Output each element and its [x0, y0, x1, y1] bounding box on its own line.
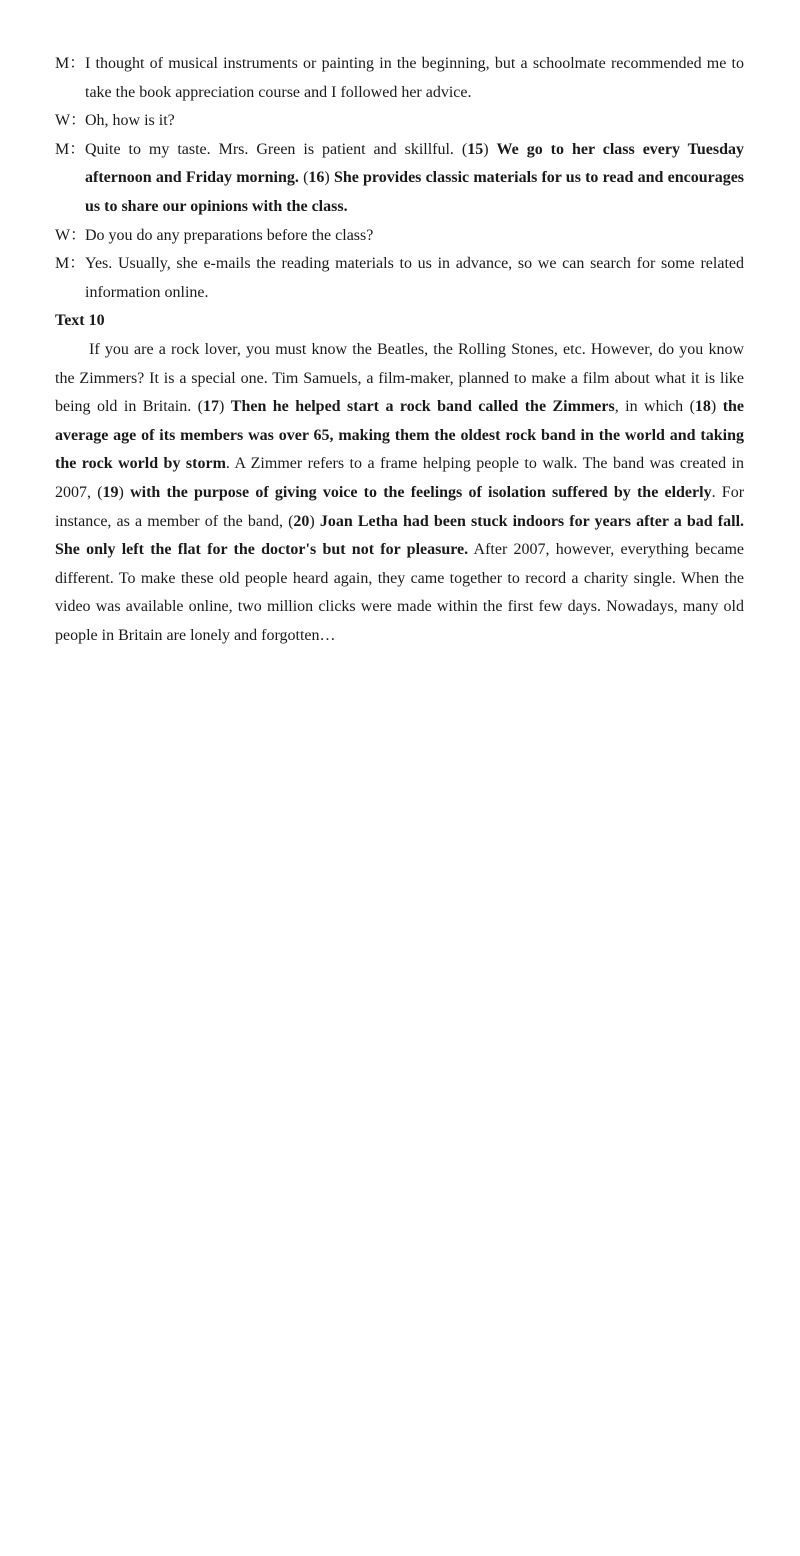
- text-segment: , in which (: [614, 398, 695, 416]
- bold-text-segment: Then he helped start a rock band called the Zimmers: [230, 398, 615, 416]
- text-segment: I thought of musical instruments or painting in the beginning, but a schoolmate recommended me to take the book appreciation course and I followed her advice.: [85, 55, 744, 101]
- dialogue-section: [55, 50, 744, 307]
- bold-text-segment: 19: [102, 483, 119, 501]
- text-segment: (: [298, 169, 309, 187]
- text-segment: ): [218, 398, 231, 416]
- dialogue-line: [55, 136, 744, 222]
- speaker-label: W：: [55, 112, 87, 130]
- text-segment: ): [483, 140, 497, 158]
- text-segment: ): [309, 512, 320, 530]
- text-segment: . For instance, as a member of the band, (: [55, 483, 745, 530]
- bold-text-segment: 15: [467, 140, 484, 158]
- text-segment: After 2007, however, everything became different. To make these old people heard again, they came together to record a charity single. When the video was available online, two million clicks were made within the first few days. Nowadays, many old people in Britain are lonely and forgotten…: [55, 541, 745, 644]
- text10-paragraph: [55, 336, 744, 651]
- dialogue-line: [55, 222, 744, 251]
- bold-text-segment: 16: [308, 169, 325, 187]
- bold-text-segment: We go to her class every Tuesday afternoon and Friday morning.: [85, 140, 745, 187]
- speaker-label: M：: [55, 140, 86, 158]
- text-segment: ): [118, 483, 131, 501]
- text-segment: Do you do any preparations before the class?: [85, 226, 374, 244]
- section-heading: Text 10: [55, 312, 105, 330]
- speaker-label: M：: [55, 255, 86, 273]
- text-segment: If you are a rock lover, you must know the Beatles, the Rolling Stones, etc. However, do you know the Zimmers? It is a special one. Tim Samuels, a film-maker, planned to make a film about what it is like being old in Britain. (: [55, 340, 744, 416]
- bold-text-segment: 18: [694, 398, 711, 416]
- bold-text-segment: 20: [293, 512, 310, 530]
- speaker-label: M：: [55, 55, 86, 72]
- text-segment: Oh, how is it?: [85, 112, 175, 130]
- text-segment: ): [710, 398, 723, 416]
- text-segment: ): [324, 169, 334, 187]
- bold-text-segment: She provides classic materials for us to read and encourages us to share our opinions with the class.: [85, 169, 745, 215]
- dialogue-line: [55, 107, 744, 136]
- bold-text-segment: Joan Letha had been stuck indoors for years after a bad fall. She only left the flat for the doctor's but not for pleasure.: [55, 512, 745, 559]
- text-segment: . A Zimmer refers to a frame helping people to walk. The band was created in 2007, (: [55, 455, 744, 501]
- text-segment: Quite to my taste. Mrs. Green is patient and skillful. (: [85, 140, 468, 158]
- bold-text-segment: with the purpose of giving voice to the feelings of isolation suffered by the elderly: [130, 483, 712, 501]
- bold-text-segment: 17: [202, 398, 219, 416]
- text-segment: Yes. Usually, she e-mails the reading materials to us in advance, so we can search for some related information online.: [85, 255, 744, 301]
- bold-text-segment: the average age of its members was over 65, making them the oldest rock band in the world and taking the rock world by storm: [55, 398, 745, 473]
- speaker-label: W：: [55, 226, 87, 244]
- dialogue-line: [55, 250, 744, 307]
- dialogue-line: [55, 50, 744, 107]
- document-page: [55, 50, 744, 650]
